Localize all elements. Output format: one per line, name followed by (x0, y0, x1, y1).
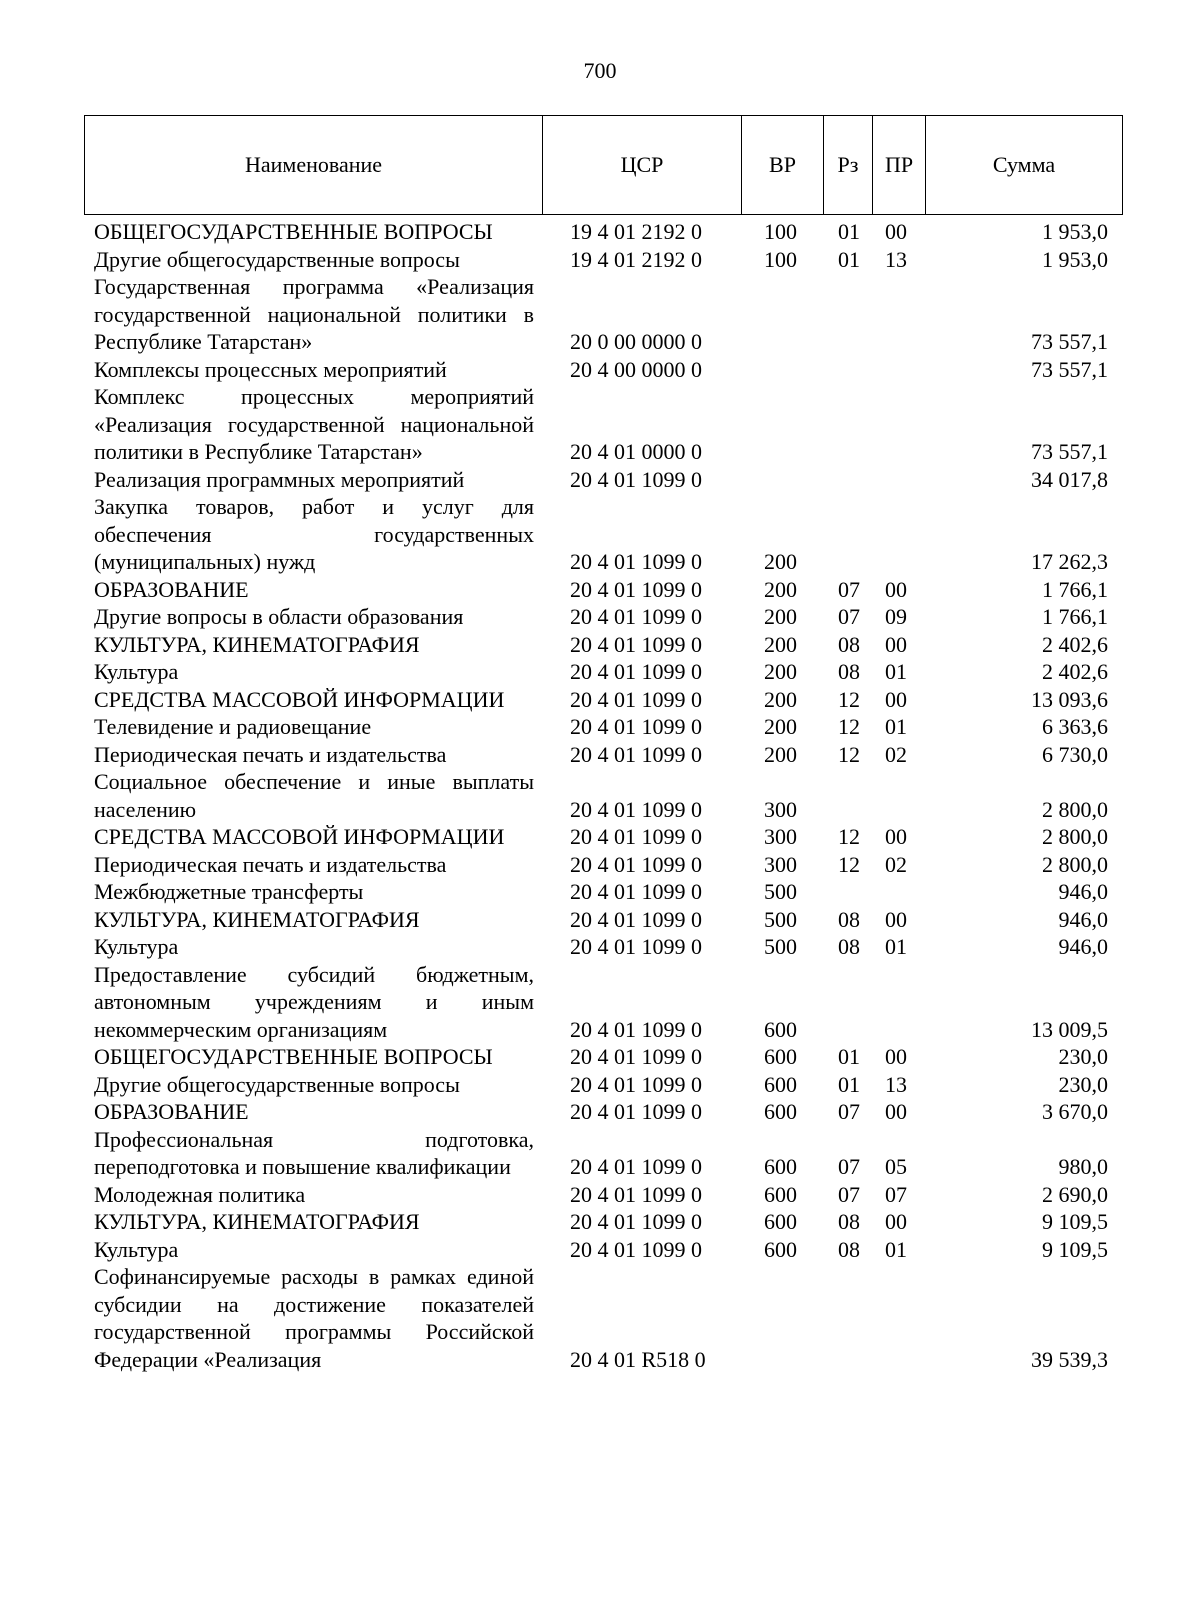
cell-csr: 20 4 01 1099 0 (570, 631, 702, 657)
table-row (84, 823, 1122, 851)
cell-csr: 20 4 01 1099 0 (570, 1099, 702, 1124)
cell-rz: 12 (838, 714, 860, 739)
cell-sum: 2 800,0 (1042, 796, 1108, 822)
table-row (84, 466, 1122, 494)
column-header-pr: ПР (873, 116, 926, 215)
cell-name: Культура (94, 659, 179, 684)
cell-rz: 12 (838, 851, 860, 877)
cell-name: Другие общегосударственные вопросы (94, 1071, 460, 1097)
table-row (84, 1208, 1122, 1236)
table-row (84, 631, 1122, 659)
cell-rz: 08 (838, 659, 860, 684)
table-row (84, 1043, 1122, 1071)
cell-vr: 200 (764, 631, 797, 657)
cell-sum: 73 557,1 (1031, 329, 1108, 354)
cell-csr: 20 4 01 1099 0 (570, 1209, 702, 1234)
cell-rz: 12 (838, 824, 860, 849)
cell-name: СРЕДСТВА МАССОВОЙ ИНФОРМАЦИИ (94, 824, 505, 849)
cell-vr: 200 (764, 741, 797, 767)
cell-pr: 00 (885, 576, 907, 602)
cell-rz: 01 (838, 219, 860, 244)
table-row (84, 356, 1122, 384)
cell-csr: 20 4 01 1099 0 (570, 549, 702, 574)
cell-pr: 00 (885, 906, 907, 932)
cell-csr: 20 4 01 1099 0 (570, 824, 702, 849)
cell-vr: 300 (764, 796, 797, 822)
cell-sum: 17 262,3 (1031, 549, 1108, 574)
column-header-name: Наименование (85, 116, 543, 215)
cell-csr: 20 4 01 0000 0 (570, 439, 702, 464)
cell-pr (872, 356, 925, 384)
cell-sum: 2 690,0 (1042, 1181, 1108, 1207)
cell-csr: 20 4 01 1099 0 (570, 906, 702, 932)
table-row (84, 686, 1122, 714)
cell-sum: 2 402,6 (1042, 631, 1108, 657)
cell-vr (741, 466, 823, 494)
cell-sum: 1 953,0 (1042, 246, 1108, 272)
cell-rz (823, 878, 872, 906)
cell-name: Культура (94, 934, 179, 959)
column-header-vr: ВР (742, 116, 824, 215)
table-row (84, 713, 1122, 741)
table-row (84, 768, 1122, 823)
cell-name: Софинансируемые расходы в рамках единой субсидии на достижение показателей государственной программы Российской Федерации «Реализация (94, 1264, 534, 1372)
cell-pr (872, 768, 925, 823)
table-row (84, 933, 1122, 961)
cell-rz (823, 961, 872, 1044)
cell-rz: 01 (838, 1071, 860, 1097)
cell-pr: 13 (885, 1071, 907, 1097)
cell-name: Периодическая печать и издательства (94, 851, 447, 877)
cell-name: Молодежная политика (94, 1181, 306, 1207)
cell-pr: 00 (885, 686, 907, 712)
table-row (84, 218, 1122, 246)
cell-vr: 200 (764, 549, 797, 574)
column-header-rz: Рз (824, 116, 873, 215)
cell-pr: 00 (885, 1044, 907, 1069)
cell-rz: 07 (838, 1099, 860, 1124)
cell-pr (872, 1263, 925, 1373)
cell-pr: 13 (885, 246, 907, 272)
cell-pr: 00 (885, 1099, 907, 1124)
cell-name: Телевидение и радиовещание (94, 714, 372, 739)
cell-pr: 00 (885, 1209, 907, 1234)
cell-pr: 01 (885, 1236, 907, 1262)
table-row (84, 603, 1122, 631)
cell-pr: 01 (885, 714, 907, 739)
cell-vr: 600 (764, 1099, 797, 1124)
cell-name: Культура (94, 1236, 179, 1262)
cell-rz (823, 356, 872, 384)
cell-vr: 500 (764, 879, 797, 904)
cell-sum: 3 670,0 (1042, 1099, 1108, 1124)
cell-vr (741, 1263, 823, 1373)
table-row (84, 383, 1122, 466)
cell-vr (741, 383, 823, 466)
table-row (84, 576, 1122, 604)
cell-rz: 08 (838, 934, 860, 959)
cell-sum: 6 363,6 (1042, 714, 1108, 739)
cell-name: ОБРАЗОВАНИЕ (94, 576, 249, 602)
cell-pr: 02 (885, 741, 907, 767)
cell-csr: 19 4 01 2192 0 (570, 219, 702, 244)
cell-vr: 600 (764, 1016, 797, 1042)
cell-rz: 01 (838, 246, 860, 272)
cell-rz: 12 (838, 741, 860, 767)
cell-name: Закупка товаров, работ и услуг для обеспечения государственных (муниципальных) нужд (94, 494, 534, 574)
cell-name: Межбюджетные трансферты (94, 879, 364, 904)
cell-vr (741, 356, 823, 384)
cell-rz (823, 466, 872, 494)
cell-vr: 600 (764, 1209, 797, 1234)
table-row (84, 906, 1122, 934)
cell-name: Реализация программных мероприятий (94, 466, 465, 492)
column-header-csr: ЦСР (543, 116, 742, 215)
cell-sum: 13 093,6 (1031, 686, 1108, 712)
cell-csr: 20 4 01 1099 0 (570, 686, 702, 712)
cell-csr: 20 4 01 1099 0 (570, 1071, 702, 1097)
cell-vr (741, 273, 823, 356)
cell-sum: 2 800,0 (1042, 824, 1108, 849)
cell-rz (823, 1263, 872, 1373)
cell-pr: 00 (885, 824, 907, 849)
cell-name: Предоставление субсидий бюджетным, автономным учреждениям и иным некоммерческим организациям (94, 961, 534, 1042)
cell-csr: 20 4 01 1099 0 (570, 604, 702, 629)
cell-pr (872, 961, 925, 1044)
cell-name: ОБЩЕГОСУДАРСТВЕННЫЕ ВОПРОСЫ (94, 219, 493, 244)
cell-name: Периодическая печать и издательства (94, 741, 447, 767)
cell-pr: 09 (885, 604, 907, 629)
table-row (84, 1098, 1122, 1126)
cell-csr: 20 4 01 1099 0 (570, 741, 702, 767)
cell-vr: 300 (764, 824, 797, 849)
cell-pr (872, 878, 925, 906)
cell-csr: 20 4 00 0000 0 (570, 356, 702, 382)
cell-rz (823, 768, 872, 823)
cell-sum: 34 017,8 (1031, 466, 1108, 492)
table-row (84, 273, 1122, 356)
cell-rz (823, 273, 872, 356)
cell-sum: 946,0 (1058, 934, 1108, 959)
table-row (84, 1071, 1122, 1099)
cell-vr: 200 (764, 686, 797, 712)
cell-name: Другие вопросы в области образования (94, 604, 464, 629)
cell-sum: 39 539,3 (1031, 1346, 1108, 1372)
budget-table (84, 218, 1122, 1373)
cell-csr: 20 4 01 1099 0 (570, 796, 702, 822)
cell-pr (872, 273, 925, 356)
cell-vr: 600 (764, 1154, 797, 1179)
cell-rz: 07 (838, 1154, 860, 1179)
cell-sum: 230,0 (1058, 1044, 1108, 1069)
cell-name: КУЛЬТУРА, КИНЕМАТОГРАФИЯ (94, 631, 420, 657)
cell-pr: 00 (885, 631, 907, 657)
cell-rz: 07 (838, 604, 860, 629)
table-row (84, 246, 1122, 274)
table-row (84, 493, 1122, 576)
cell-name: ОБРАЗОВАНИЕ (94, 1099, 249, 1124)
cell-rz: 07 (838, 1181, 860, 1207)
cell-csr: 20 4 01 1099 0 (570, 466, 702, 492)
cell-rz: 07 (838, 576, 860, 602)
table-row (84, 961, 1122, 1044)
cell-name: Государственная программа «Реализация государственной национальной политики в Республике Татарстан» (94, 274, 534, 354)
cell-sum: 9 109,5 (1042, 1236, 1108, 1262)
cell-csr: 20 4 01 1099 0 (570, 659, 702, 684)
cell-pr (872, 493, 925, 576)
cell-vr: 200 (764, 659, 797, 684)
cell-pr: 01 (885, 659, 907, 684)
cell-sum: 2 402,6 (1042, 659, 1108, 684)
cell-name: Профессиональная подготовка, переподготовка и повышение квалификации (94, 1126, 534, 1179)
cell-csr: 20 4 01 1099 0 (570, 1044, 702, 1069)
cell-rz (823, 383, 872, 466)
cell-csr: 20 4 01 1099 0 (570, 1181, 702, 1207)
cell-rz: 08 (838, 1209, 860, 1234)
table-row (84, 851, 1122, 879)
cell-sum: 946,0 (1058, 906, 1108, 932)
cell-name: Комплексы процессных мероприятий (94, 356, 447, 382)
table-row (84, 658, 1122, 686)
cell-vr: 200 (764, 576, 797, 602)
cell-sum: 1 766,1 (1042, 576, 1108, 602)
cell-vr: 500 (764, 906, 797, 932)
cell-name: КУЛЬТУРА, КИНЕМАТОГРАФИЯ (94, 1209, 420, 1234)
cell-sum: 73 557,1 (1031, 439, 1108, 464)
cell-sum: 13 009,5 (1031, 1016, 1108, 1042)
cell-pr: 07 (885, 1181, 907, 1207)
cell-name: СРЕДСТВА МАССОВОЙ ИНФОРМАЦИИ (94, 686, 505, 712)
cell-vr: 200 (764, 714, 797, 739)
table-row (84, 1263, 1122, 1373)
table-row (84, 741, 1122, 769)
page-number: 700 (583, 58, 617, 83)
cell-sum: 9 109,5 (1042, 1209, 1108, 1234)
table-row (84, 1126, 1122, 1181)
cell-csr: 20 4 01 1099 0 (570, 1154, 702, 1179)
table-header (84, 115, 1123, 215)
cell-rz: 08 (838, 1236, 860, 1262)
cell-sum: 946,0 (1058, 879, 1108, 904)
budget-table-body (84, 218, 1122, 1373)
cell-sum: 2 800,0 (1042, 851, 1108, 877)
cell-vr: 300 (764, 851, 797, 877)
cell-name: ОБЩЕГОСУДАРСТВЕННЫЕ ВОПРОСЫ (94, 1044, 493, 1069)
cell-csr: 20 4 01 1099 0 (570, 1016, 702, 1042)
cell-name: Другие общегосударственные вопросы (94, 246, 460, 272)
cell-csr: 20 4 01 1099 0 (570, 1236, 702, 1262)
cell-sum: 1 953,0 (1042, 219, 1108, 244)
table-row (84, 878, 1122, 906)
cell-pr: 00 (885, 219, 907, 244)
cell-sum: 230,0 (1058, 1071, 1108, 1097)
cell-vr: 200 (764, 604, 797, 629)
cell-sum: 980,0 (1058, 1154, 1108, 1179)
cell-rz: 01 (838, 1044, 860, 1069)
cell-pr: 01 (885, 934, 907, 959)
cell-pr: 05 (885, 1154, 907, 1179)
cell-sum: 6 730,0 (1042, 741, 1108, 767)
cell-csr: 20 4 01 1099 0 (570, 851, 702, 877)
cell-pr (872, 383, 925, 466)
cell-vr: 100 (764, 246, 797, 272)
cell-vr: 600 (764, 1236, 797, 1262)
table-row (84, 1181, 1122, 1209)
column-header-sum: Сумма (926, 116, 1123, 215)
cell-name: Комплекс процессных мероприятий «Реализация государственной национальной политики в Республике Татарстан» (94, 384, 534, 464)
cell-rz: 08 (838, 906, 860, 932)
table-row (84, 1236, 1122, 1264)
cell-csr: 20 4 01 1099 0 (570, 879, 702, 904)
cell-name: КУЛЬТУРА, КИНЕМАТОГРАФИЯ (94, 906, 420, 932)
cell-pr: 02 (885, 851, 907, 877)
cell-csr: 20 4 01 1099 0 (570, 576, 702, 602)
cell-pr (872, 466, 925, 494)
cell-sum: 1 766,1 (1042, 604, 1108, 629)
cell-csr: 20 4 01 R518 0 (570, 1346, 706, 1372)
cell-name: Социальное обеспечение и иные выплаты населению (94, 769, 534, 822)
cell-vr: 600 (764, 1071, 797, 1097)
cell-rz (823, 493, 872, 576)
cell-csr: 20 4 01 1099 0 (570, 934, 702, 959)
cell-vr: 600 (764, 1044, 797, 1069)
cell-csr: 19 4 01 2192 0 (570, 246, 702, 272)
cell-vr: 100 (764, 219, 797, 244)
cell-rz: 12 (838, 686, 860, 712)
cell-csr: 20 4 01 1099 0 (570, 714, 702, 739)
cell-vr: 500 (764, 934, 797, 959)
cell-rz: 08 (838, 631, 860, 657)
cell-sum: 73 557,1 (1031, 356, 1108, 382)
cell-vr: 600 (764, 1181, 797, 1207)
cell-csr: 20 0 00 0000 0 (570, 329, 702, 354)
